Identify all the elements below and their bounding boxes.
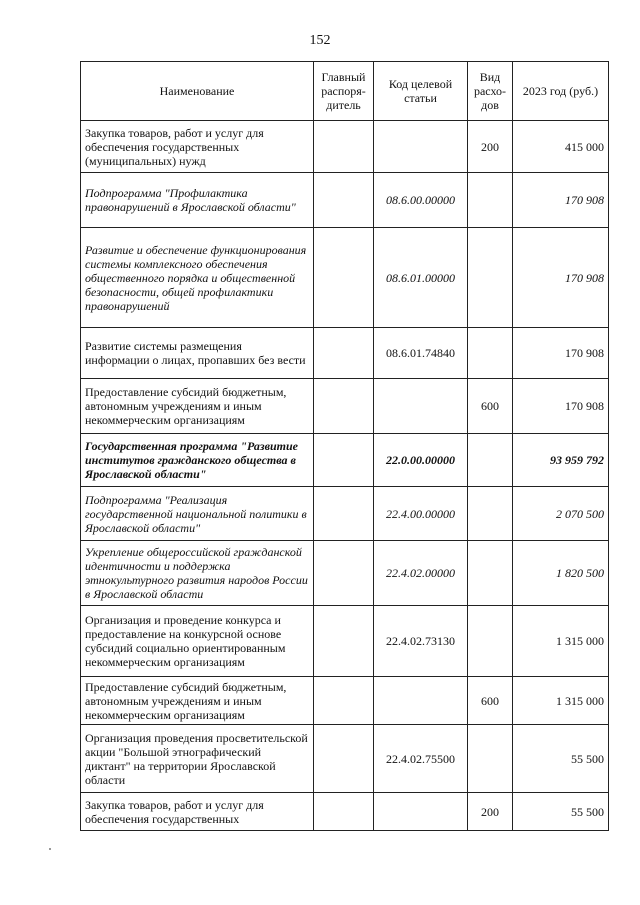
row-expense-type-cell — [468, 725, 513, 793]
row-expense-type-cell — [468, 487, 513, 541]
row-name-cell: Развитие системы размещения информации о лицах, пропавших без вести — [81, 328, 314, 379]
row-amount-cell: 170 908 — [513, 328, 609, 379]
row-expense-type-cell: 600 — [468, 379, 513, 434]
table-row — [81, 379, 609, 434]
row-name-cell: Предоставление субсидий бюджетным, автономным учреждениям и иным некоммерческим организациям — [81, 379, 314, 434]
row-name-cell: Подпрограмма "Реализация государственной национальной политики в Ярославской области" — [81, 487, 314, 541]
table-row — [81, 328, 609, 379]
page-number: 152 — [309, 33, 331, 48]
row-target-code-cell: 22.4.02.00000 — [374, 541, 468, 606]
row-main-manager-cell — [314, 434, 374, 487]
row-amount-cell: 1 315 000 — [513, 606, 609, 677]
row-amount-cell: 1 315 000 — [513, 677, 609, 725]
row-name-cell: Организация проведения просветительской акции "Большой этнографический диктант" на территории Ярославской области — [81, 725, 314, 793]
row-expense-type-cell — [468, 228, 513, 328]
row-main-manager-cell — [314, 228, 374, 328]
table-row — [81, 173, 609, 228]
row-amount-cell: 170 908 — [513, 173, 609, 228]
header-year-amount: 2023 год (руб.) — [513, 62, 609, 121]
row-target-code-cell — [374, 379, 468, 434]
row-expense-type-cell — [468, 434, 513, 487]
row-amount-cell: 55 500 — [513, 793, 609, 831]
row-amount-cell: 55 500 — [513, 725, 609, 793]
row-expense-type-cell: 200 — [468, 793, 513, 831]
row-name-cell: Закупка товаров, работ и услуг для обеспечения государственных — [81, 793, 314, 831]
row-target-code-cell: 22.4.02.73130 — [374, 606, 468, 677]
row-main-manager-cell — [314, 328, 374, 379]
row-amount-cell: 415 000 — [513, 121, 609, 173]
row-main-manager-cell — [314, 541, 374, 606]
row-main-manager-cell — [314, 677, 374, 725]
row-target-code-cell: 08.6.01.00000 — [374, 228, 468, 328]
row-target-code-cell — [374, 677, 468, 725]
row-amount-cell: 170 908 — [513, 228, 609, 328]
row-target-code-cell: 22.0.00.00000 — [374, 434, 468, 487]
table-row — [81, 793, 609, 831]
row-main-manager-cell — [314, 121, 374, 173]
row-name-cell: Закупка товаров, работ и услуг для обеспечения государственных (муниципальных) нужд — [81, 121, 314, 173]
table-row — [81, 606, 609, 677]
row-amount-cell: 93 959 792 — [513, 434, 609, 487]
row-expense-type-cell — [468, 606, 513, 677]
row-main-manager-cell — [314, 606, 374, 677]
header-expense-type: Вид расхо-дов — [468, 62, 513, 121]
row-name-cell: Подпрограмма "Профилактика правонарушений в Ярославской области" — [81, 173, 314, 228]
row-name-cell: Развитие и обеспечение функционирования системы комплексного обеспечения общественного порядка и общественной безопасности, общей профилактики правонарушений — [81, 228, 314, 328]
row-main-manager-cell — [314, 725, 374, 793]
row-amount-cell: 1 820 500 — [513, 541, 609, 606]
header-main-manager: Главный распоря-дитель — [314, 62, 374, 121]
row-main-manager-cell — [314, 487, 374, 541]
row-target-code-cell: 08.6.00.00000 — [374, 173, 468, 228]
scan-speck — [49, 848, 51, 850]
table-header-row — [81, 62, 609, 121]
table-row — [81, 725, 609, 793]
row-expense-type-cell — [468, 541, 513, 606]
row-amount-cell: 170 908 — [513, 379, 609, 434]
row-name-cell: Организация и проведение конкурса и предоставление на конкурсной основе субсидий социально ориентированным некоммерческим организациям — [81, 606, 314, 677]
table-body — [81, 121, 609, 831]
row-target-code-cell: 22.4.00.00000 — [374, 487, 468, 541]
row-amount-cell: 2 070 500 — [513, 487, 609, 541]
row-target-code-cell — [374, 121, 468, 173]
row-target-code-cell — [374, 793, 468, 831]
row-name-cell: Предоставление субсидий бюджетным, автономным учреждениям и иным некоммерческим организациям — [81, 677, 314, 725]
budget-table — [80, 61, 609, 831]
table-row — [81, 228, 609, 328]
table-row — [81, 487, 609, 541]
row-target-code-cell: 22.4.02.75500 — [374, 725, 468, 793]
row-main-manager-cell — [314, 379, 374, 434]
table-row — [81, 121, 609, 173]
header-name: Наименование — [81, 62, 314, 121]
row-target-code-cell: 08.6.01.74840 — [374, 328, 468, 379]
row-name-cell: Государственная программа "Развитие институтов гражданского общества в Ярославской области" — [81, 434, 314, 487]
row-expense-type-cell: 600 — [468, 677, 513, 725]
header-target-code: Код целевой статьи — [374, 62, 468, 121]
row-expense-type-cell — [468, 328, 513, 379]
row-expense-type-cell — [468, 173, 513, 228]
row-expense-type-cell: 200 — [468, 121, 513, 173]
row-name-cell: Укрепление общероссийской гражданской идентичности и поддержка этнокультурного развития народов России в Ярославской области — [81, 541, 314, 606]
table-row — [81, 541, 609, 606]
row-main-manager-cell — [314, 793, 374, 831]
table-row — [81, 434, 609, 487]
row-main-manager-cell — [314, 173, 374, 228]
table-row — [81, 677, 609, 725]
